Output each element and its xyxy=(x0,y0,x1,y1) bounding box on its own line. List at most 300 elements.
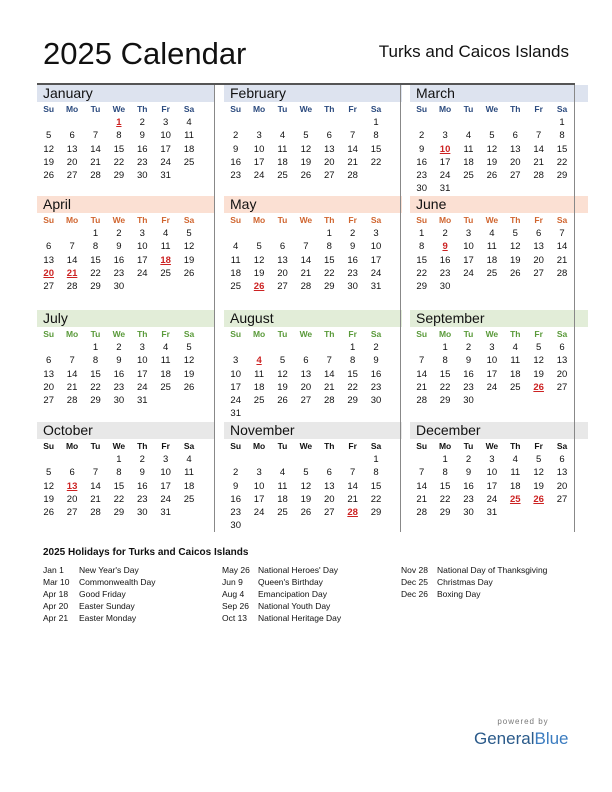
holiday-date: May 26 xyxy=(222,565,250,575)
day-cell: 25 xyxy=(277,507,288,519)
day-cell: 24 xyxy=(370,267,382,279)
day-cell: 11 xyxy=(277,480,288,492)
empty-cell xyxy=(318,519,341,532)
day-cell: 13 xyxy=(323,143,335,155)
weekday-label: Sa xyxy=(370,215,382,225)
weekday-label: We xyxy=(112,104,126,114)
empty-cell xyxy=(154,280,177,293)
holiday-name: Easter Sunday xyxy=(79,601,135,611)
day-cell: 23 xyxy=(136,156,148,168)
weekday-label: Fr xyxy=(161,329,170,339)
week-row xyxy=(410,381,588,394)
day-cell: 1 xyxy=(373,454,379,465)
week-row xyxy=(410,480,588,493)
day-cell: 13 xyxy=(277,254,288,266)
day-cell: 26 xyxy=(253,281,265,293)
month-august xyxy=(224,310,402,421)
day-cell: 19 xyxy=(277,381,288,393)
day-cell: 11 xyxy=(184,130,194,142)
empty-cell xyxy=(224,341,247,354)
day-cell: 25 xyxy=(183,493,195,505)
week-row xyxy=(224,381,402,394)
day-cell: 16 xyxy=(230,156,241,168)
day-cell: 26 xyxy=(300,507,312,519)
day-cell: 1 xyxy=(442,454,448,465)
day-cell: 5 xyxy=(536,454,542,465)
day-cell: 31 xyxy=(160,507,171,519)
month-name: December xyxy=(410,422,588,439)
day-cell: 20 xyxy=(509,156,521,168)
day-cell: 8 xyxy=(419,241,425,253)
weekday-label: Sa xyxy=(370,329,382,339)
holiday-date: Sep 26 xyxy=(222,601,249,611)
weekday-label: Th xyxy=(324,104,335,114)
day-cell: 15 xyxy=(370,480,382,492)
day-cell: 9 xyxy=(116,241,122,253)
empty-cell xyxy=(247,341,270,354)
holiday-name: Christmas Day xyxy=(437,577,493,587)
weekday-label: We xyxy=(485,215,499,225)
day-cell: 11 xyxy=(160,355,171,367)
empty-cell xyxy=(341,407,364,420)
weekday-label: We xyxy=(485,329,499,339)
week-row xyxy=(224,341,402,354)
day-cell: 30 xyxy=(113,395,125,407)
day-cell: 8 xyxy=(442,355,448,367)
day-cell: 13 xyxy=(556,355,568,367)
day-cell: 3 xyxy=(139,342,145,353)
day-cell: 6 xyxy=(303,355,309,367)
day-cell: 17 xyxy=(439,156,451,168)
weekday-label: Th xyxy=(324,329,335,339)
weekday-label: Mo xyxy=(438,104,452,114)
empty-cell xyxy=(247,116,270,129)
day-cell: 13 xyxy=(533,241,544,253)
day-cell: 12 xyxy=(533,355,544,367)
day-cell: 15 xyxy=(347,368,358,380)
day-cell: 3 xyxy=(233,355,239,367)
week-row xyxy=(224,506,402,519)
day-cell: 19 xyxy=(183,254,195,266)
day-cell: 4 xyxy=(163,228,169,239)
day-cell: 30 xyxy=(463,395,474,407)
day-cell: 7 xyxy=(326,355,332,367)
day-cell: 29 xyxy=(556,170,568,182)
day-cell: 15 xyxy=(556,143,568,155)
day-cell: 17 xyxy=(160,480,171,492)
holiday-entry xyxy=(43,576,156,588)
day-cell: 24 xyxy=(160,493,171,505)
weekday-label: Fr xyxy=(161,215,170,225)
week-row xyxy=(410,267,588,280)
day-cell: 7 xyxy=(92,130,99,142)
day-cell: 23 xyxy=(370,381,382,393)
day-cell: 5 xyxy=(536,342,542,353)
empty-cell xyxy=(504,394,527,407)
day-cell: 4 xyxy=(163,342,169,353)
week-row xyxy=(224,519,402,532)
weekday-label: Tu xyxy=(277,441,288,451)
day-cell: 12 xyxy=(183,241,195,253)
day-cell: 26 xyxy=(509,267,521,279)
empty-cell xyxy=(318,341,341,354)
day-cell: 21 xyxy=(90,493,101,505)
day-cell: 7 xyxy=(350,467,356,479)
empty-cell xyxy=(247,519,270,532)
empty-cell xyxy=(84,116,107,129)
day-cell: 8 xyxy=(92,355,99,367)
day-cell: 13 xyxy=(43,254,54,266)
week-row xyxy=(37,506,215,519)
weekday-label: Sa xyxy=(556,104,568,114)
holiday-date: Nov 28 xyxy=(401,565,428,575)
holiday-column xyxy=(401,564,547,600)
day-cell: 30 xyxy=(347,281,358,293)
day-cell: 20 xyxy=(277,267,288,279)
weekday-label: Mo xyxy=(65,441,79,451)
week-row xyxy=(224,407,402,420)
empty-cell xyxy=(527,182,550,195)
week-row xyxy=(224,480,402,493)
day-cell: 20 xyxy=(323,156,335,168)
day-cell: 17 xyxy=(136,368,148,380)
day-cell: 20 xyxy=(66,493,78,505)
day-cell: 8 xyxy=(350,355,356,367)
empty-cell xyxy=(410,116,433,129)
weekday-label: Su xyxy=(43,329,55,339)
week-row xyxy=(37,227,215,240)
day-cell: 21 xyxy=(323,381,335,393)
day-cell: 5 xyxy=(256,241,262,253)
day-cell: 16 xyxy=(416,156,427,168)
day-cell: 16 xyxy=(347,254,358,266)
day-cell: 15 xyxy=(323,254,335,266)
day-cell: 20 xyxy=(43,381,54,393)
day-cell: 11 xyxy=(230,254,241,266)
day-cell: 2 xyxy=(139,454,145,465)
empty-cell xyxy=(271,407,294,420)
month-january xyxy=(37,85,215,182)
empty-cell xyxy=(60,341,83,354)
day-cell: 3 xyxy=(442,130,448,142)
week-row xyxy=(37,381,215,394)
weekday-label: Su xyxy=(416,104,428,114)
day-cell: 2 xyxy=(116,342,122,353)
day-cell: 11 xyxy=(277,143,288,155)
holiday-entry xyxy=(222,600,341,612)
day-cell: 1 xyxy=(116,117,122,128)
empty-cell xyxy=(131,280,154,293)
weekday-label: Sa xyxy=(556,441,568,451)
empty-cell xyxy=(410,341,433,354)
day-cell: 8 xyxy=(373,130,379,142)
day-cell: 24 xyxy=(439,170,451,182)
weekday-label: Tu xyxy=(463,329,474,339)
day-cell: 23 xyxy=(347,267,358,279)
day-cell: 31 xyxy=(439,183,451,195)
day-cell: 23 xyxy=(439,267,451,279)
day-cell: 25 xyxy=(230,281,241,293)
day-cell: 26 xyxy=(486,170,498,182)
week-row xyxy=(410,116,588,129)
weekday-label: Fr xyxy=(534,441,543,451)
day-cell: 10 xyxy=(230,368,241,380)
day-cell: 14 xyxy=(90,143,101,155)
day-cell: 29 xyxy=(113,170,125,182)
day-cell: 12 xyxy=(533,467,544,479)
day-cell: 16 xyxy=(136,143,148,155)
empty-cell xyxy=(224,116,247,129)
week-row xyxy=(410,156,588,169)
day-cell: 4 xyxy=(279,130,286,142)
empty-cell xyxy=(457,280,480,293)
month-may xyxy=(224,196,402,293)
day-cell: 22 xyxy=(439,493,451,505)
weekday-label: Mo xyxy=(438,329,452,339)
day-cell: 6 xyxy=(326,130,332,142)
day-cell: 18 xyxy=(160,368,171,380)
day-cell: 4 xyxy=(186,117,192,128)
day-cell: 1 xyxy=(116,454,122,465)
empty-cell xyxy=(318,453,341,466)
month-october xyxy=(37,422,215,519)
weekday-label: Su xyxy=(230,329,242,339)
day-cell: 28 xyxy=(90,507,101,519)
week-row xyxy=(37,169,215,182)
day-cell: 22 xyxy=(416,267,427,279)
weekday-label: Fr xyxy=(348,215,357,225)
weekday-label: Mo xyxy=(252,441,266,451)
day-cell: 28 xyxy=(416,395,427,407)
day-cell: 27 xyxy=(323,507,335,519)
day-cell: 2 xyxy=(116,228,122,239)
holiday-date: Dec 25 xyxy=(401,577,428,587)
day-cell: 22 xyxy=(90,381,101,393)
week-row xyxy=(224,129,402,142)
day-cell: 10 xyxy=(486,467,498,479)
day-cell: 7 xyxy=(303,241,309,253)
week-row xyxy=(224,466,402,479)
day-cell: 27 xyxy=(66,170,78,182)
day-cell: 7 xyxy=(350,130,356,142)
day-cell: 23 xyxy=(463,493,474,505)
weekday-label: Tu xyxy=(463,215,474,225)
empty-cell xyxy=(177,506,200,519)
day-cell: 6 xyxy=(46,355,52,367)
empty-cell xyxy=(294,407,317,420)
day-cell: 13 xyxy=(556,467,568,479)
day-cell: 2 xyxy=(233,467,239,479)
day-cell: 25 xyxy=(509,381,521,393)
empty-cell xyxy=(37,453,60,466)
day-cell: 21 xyxy=(416,381,427,393)
day-cell: 4 xyxy=(512,454,518,465)
day-cell: 25 xyxy=(183,156,195,168)
day-cell: 22 xyxy=(347,381,358,393)
weekday-label: Th xyxy=(510,329,521,339)
month-november xyxy=(224,422,402,533)
weekday-header xyxy=(37,439,215,453)
empty-cell xyxy=(550,280,573,293)
day-cell: 30 xyxy=(370,395,382,407)
weekday-label: Sa xyxy=(183,441,195,451)
day-cell: 13 xyxy=(300,368,312,380)
day-cell: 24 xyxy=(253,507,265,519)
day-cell: 2 xyxy=(350,228,356,239)
week-row xyxy=(410,169,588,182)
weekday-label: Fr xyxy=(534,104,543,114)
empty-cell xyxy=(271,227,294,240)
day-cell: 20 xyxy=(300,381,312,393)
day-cell: 12 xyxy=(253,254,265,266)
weekday-label: Th xyxy=(510,104,521,114)
day-cell: 4 xyxy=(279,467,286,479)
day-cell: 2 xyxy=(419,130,425,142)
day-cell: 15 xyxy=(439,480,451,492)
weekday-label: Sa xyxy=(183,329,195,339)
day-cell: 8 xyxy=(116,467,122,479)
holiday-name: Commonwealth Day xyxy=(79,577,156,587)
day-cell: 26 xyxy=(533,381,544,393)
week-row xyxy=(37,129,215,142)
day-cell: 26 xyxy=(533,493,544,505)
holiday-entry xyxy=(401,564,547,576)
day-cell: 12 xyxy=(277,368,288,380)
empty-cell xyxy=(318,407,341,420)
day-cell: 17 xyxy=(160,143,171,155)
empty-cell xyxy=(271,341,294,354)
month-name: March xyxy=(410,85,588,102)
day-cell: 8 xyxy=(326,241,332,253)
day-cell: 19 xyxy=(509,254,521,266)
brand-part-2: Blue xyxy=(534,729,569,748)
day-cell: 19 xyxy=(253,267,265,279)
weekday-label: Th xyxy=(137,215,148,225)
holiday-name: Boxing Day xyxy=(437,589,481,599)
month-december xyxy=(410,422,588,519)
weekday-label: Mo xyxy=(65,215,79,225)
day-cell: 25 xyxy=(277,170,288,182)
day-cell: 9 xyxy=(139,467,145,479)
day-cell: 11 xyxy=(510,467,521,479)
holiday-date: Apr 18 xyxy=(43,589,69,599)
empty-cell xyxy=(294,341,317,354)
day-cell: 17 xyxy=(370,254,382,266)
day-cell: 13 xyxy=(323,480,335,492)
day-cell: 20 xyxy=(556,480,568,492)
day-cell: 8 xyxy=(442,467,448,479)
day-cell: 10 xyxy=(463,241,474,253)
day-cell: 31 xyxy=(486,507,498,519)
weekday-label: Fr xyxy=(348,441,357,451)
day-cell: 7 xyxy=(92,467,99,479)
day-cell: 25 xyxy=(486,267,498,279)
day-cell: 14 xyxy=(90,480,101,492)
day-cell: 28 xyxy=(66,281,78,293)
day-cell: 18 xyxy=(486,254,498,266)
weekday-label: Su xyxy=(416,329,428,339)
weekday-label: Mo xyxy=(438,441,452,451)
holiday-entry xyxy=(401,576,547,588)
day-cell: 10 xyxy=(160,467,171,479)
week-row xyxy=(410,368,588,381)
empty-cell xyxy=(247,227,270,240)
day-cell: 15 xyxy=(439,368,451,380)
day-cell: 19 xyxy=(533,480,544,492)
day-cell: 24 xyxy=(136,381,148,393)
week-row xyxy=(224,254,402,267)
day-cell: 9 xyxy=(116,355,122,367)
day-cell: 27 xyxy=(556,381,568,393)
day-cell: 14 xyxy=(323,368,335,380)
day-cell: 23 xyxy=(230,507,241,519)
weekday-label: Fr xyxy=(161,104,170,114)
week-row xyxy=(224,169,402,182)
holiday-name: National Youth Day xyxy=(258,601,331,611)
day-cell: 5 xyxy=(46,467,52,479)
empty-cell xyxy=(37,341,60,354)
weekday-header xyxy=(224,439,402,453)
day-cell: 1 xyxy=(326,228,332,239)
weekday-label: Th xyxy=(510,215,521,225)
weekday-header xyxy=(224,213,402,227)
week-row xyxy=(410,240,588,253)
weekday-header xyxy=(224,102,402,116)
holiday-date: Apr 20 xyxy=(43,601,69,611)
day-cell: 6 xyxy=(69,130,75,142)
empty-cell xyxy=(480,394,503,407)
week-row xyxy=(37,240,215,253)
day-cell: 25 xyxy=(160,381,171,393)
weekday-label: We xyxy=(299,104,313,114)
holiday-date: Apr 21 xyxy=(43,613,69,623)
weekday-label: Fr xyxy=(534,329,543,339)
day-cell: 14 xyxy=(416,480,427,492)
day-cell: 4 xyxy=(256,355,262,367)
holiday-date: Mar 10 xyxy=(43,577,70,587)
weekday-label: We xyxy=(299,441,313,451)
day-cell: 12 xyxy=(300,480,312,492)
week-row xyxy=(410,227,588,240)
day-cell: 1 xyxy=(419,228,425,239)
weekday-label: Fr xyxy=(161,441,170,451)
day-cell: 4 xyxy=(465,130,472,142)
weekday-header xyxy=(410,439,588,453)
day-cell: 15 xyxy=(416,254,427,266)
day-cell: 25 xyxy=(463,170,474,182)
empty-cell xyxy=(294,227,317,240)
week-row xyxy=(224,280,402,293)
week-row xyxy=(37,267,215,280)
month-name: June xyxy=(410,196,588,213)
country-name: Turks and Caicos Islands xyxy=(378,42,569,61)
day-cell: 12 xyxy=(183,355,195,367)
weekday-label: Tu xyxy=(90,441,101,451)
day-cell: 26 xyxy=(183,267,195,279)
week-row xyxy=(37,480,215,493)
empty-cell xyxy=(84,453,107,466)
week-row xyxy=(410,493,588,506)
day-cell: 5 xyxy=(186,342,192,353)
empty-cell xyxy=(480,182,503,195)
day-cell: 11 xyxy=(160,241,171,253)
week-row xyxy=(410,506,588,519)
day-cell: 10 xyxy=(136,241,148,253)
empty-cell xyxy=(318,116,341,129)
day-cell: 16 xyxy=(230,493,241,505)
generalblue-logo[interactable] xyxy=(474,729,569,749)
day-cell: 1 xyxy=(442,342,448,353)
